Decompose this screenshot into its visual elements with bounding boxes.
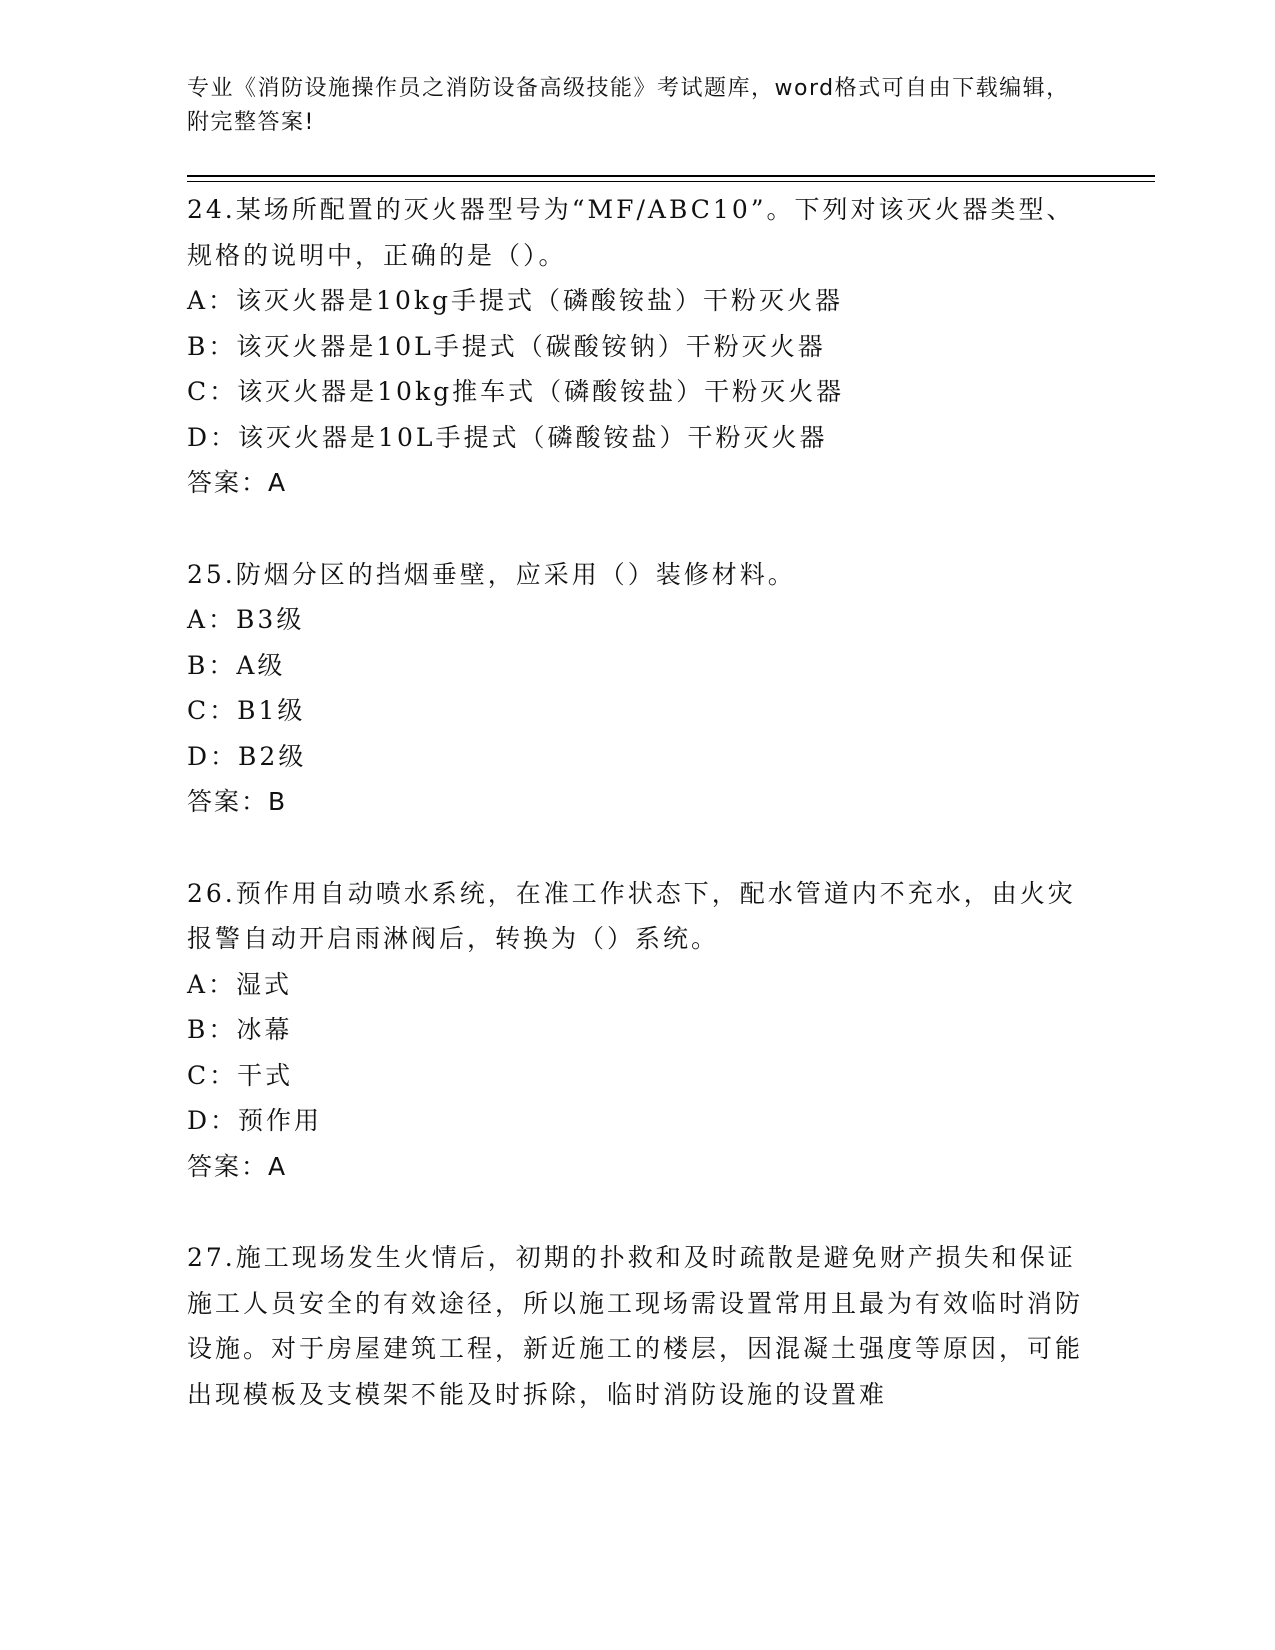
question-25 <box>187 552 1087 825</box>
spacer <box>187 825 1087 871</box>
option-b: B：冰幕 <box>187 1015 293 1044</box>
header-divider-thick <box>187 175 1155 177</box>
option-d: D：B2级 <box>187 741 307 771</box>
option-d: D：预作用 <box>187 1106 323 1135</box>
option-d: D：该灭火器是10L手提式（磷酸铵盐）干粉灭火器 <box>187 422 828 452</box>
option-b: B：该灭火器是10L手提式（碳酸铵钠）干粉灭火器 <box>187 331 826 361</box>
question-text: 27.施工现场发生火情后，初期的扑救和及时疏散是避免财产损失和保证施工人员安全的有效途径，所以施工现场需设置常用且最为有效临时消防设施。对于房屋建筑工程，新近施工的楼层，因混凝土强度等原因，可能出现模板及支模架不能及时拆除，临时消防设施的设置难 <box>187 1243 1084 1409</box>
option-b: B：A级 <box>187 650 286 680</box>
question-26 <box>187 871 1087 1190</box>
answer: 答案：A <box>187 1151 288 1181</box>
header-divider-thin <box>187 181 1155 182</box>
question-24 <box>187 187 1087 506</box>
answer: 答案：B <box>187 787 288 816</box>
spacer <box>187 506 1087 552</box>
option-c: C：干式 <box>187 1060 294 1090</box>
option-c: C：B1级 <box>187 696 306 725</box>
question-27 <box>187 1235 1087 1417</box>
option-a: A：该灭火器是10kg手提式（磷酸铵盐）干粉灭火器 <box>187 286 844 315</box>
option-a: A：B3级 <box>187 605 305 634</box>
document-header <box>187 72 1077 140</box>
question-text: 24.某场所配置的灭火器型号为“MF/ABC10”。下列对该灭火器类型、规格的说明中，正确的是（）。 <box>187 195 1075 270</box>
question-list <box>187 187 1087 1417</box>
option-a: A：湿式 <box>187 969 293 999</box>
header-text: 专业《消防设施操作员之消防设备高级技能》考试题库，word格式可自由下载编辑，附完整答案! <box>187 76 1070 135</box>
option-c: C：该灭火器是10kg推车式（磷酸铵盐）干粉灭火器 <box>187 377 845 406</box>
answer: 答案：A <box>187 468 288 497</box>
spacer <box>187 1189 1087 1235</box>
question-text: 26.预作用自动喷水系统，在准工作状态下，配水管道内不充水，由火灾报警自动开启雨淋阀后，转换为（）系统。 <box>187 878 1076 953</box>
question-text: 25.防烟分区的挡烟垂壁，应采用（）装修材料。 <box>187 559 796 589</box>
